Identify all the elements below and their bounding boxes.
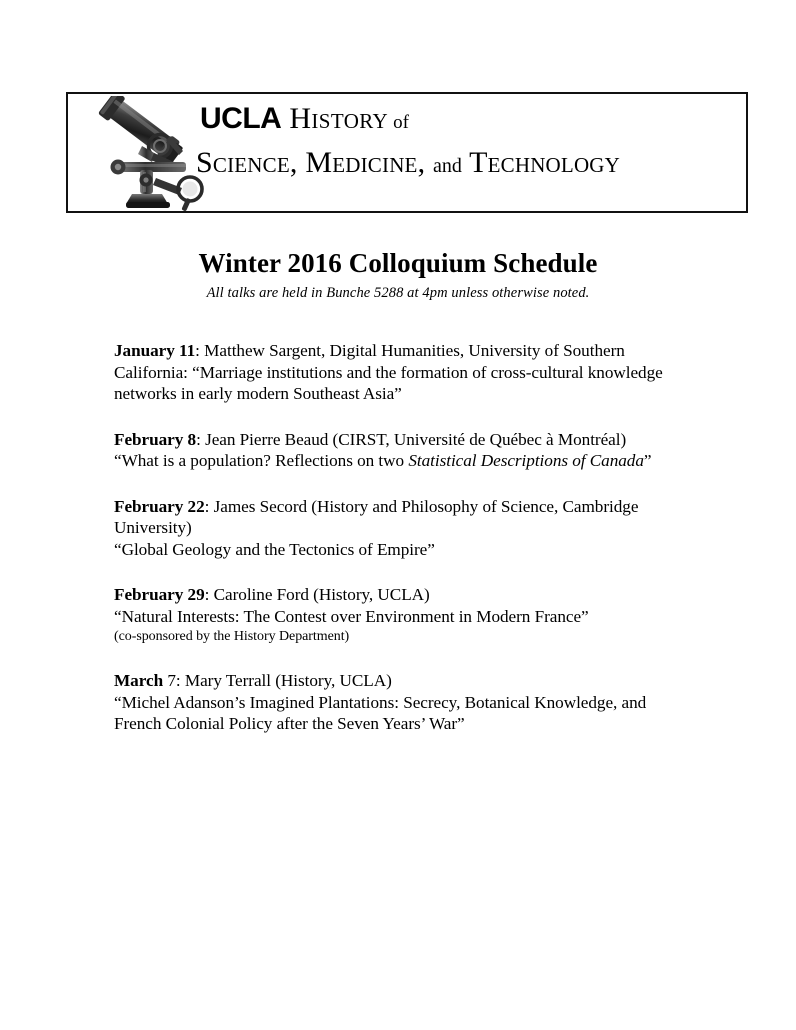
title-block: [0, 249, 796, 302]
entry-talk-title: “Michel Adanson’s Imagined Plantations: Secrecy, Botanical Knowledge, and French Colonial Policy after the Seven Years’ War”: [114, 692, 647, 733]
wordmark-line-2: [196, 148, 740, 178]
entry-speaker: [114, 496, 694, 539]
entry-separator: :: [204, 585, 214, 604]
talk-title-suffix: ”: [643, 451, 652, 470]
wordmark-science: Science,: [196, 146, 298, 179]
wordmark-history: History: [289, 102, 389, 135]
entry-date: February 29: [114, 585, 205, 604]
entry-text: Caroline Ford (History, UCLA): [213, 585, 430, 604]
schedule-entry: [114, 496, 694, 561]
talk-title-prefix: “What is a population? Reflections on two: [114, 451, 409, 470]
wordmark-ucla: UCLA: [200, 102, 282, 135]
entry-speaker: [114, 670, 694, 692]
entry-separator: :: [204, 496, 214, 516]
page-title: Winter 2016 Colloquium Schedule: [198, 248, 598, 278]
talk-title-italic: Statistical Descriptions of Canada: [408, 451, 644, 470]
entry-separator: :: [196, 429, 206, 449]
wordmark-and: and: [433, 155, 462, 177]
antique-microscope-icon: [82, 96, 212, 213]
wordmark-line-1: [196, 104, 740, 134]
entry-talk-title: [114, 450, 694, 472]
schedule-entry: [114, 340, 694, 405]
entry-date: February 22: [114, 496, 205, 516]
wordmark: [196, 104, 740, 178]
schedule-list: [114, 340, 694, 735]
wordmark-technology: Technology: [469, 146, 621, 179]
entry-text: Matthew Sargent, Digital Humanities, University of Southern California: “Marriage institutions and the formation of cross-cultural knowledge networks in early modern Southeast Asia”: [114, 341, 663, 403]
schedule-entry: [114, 429, 694, 472]
entry-talk-title: “Natural Interests: The Contest over Environment in Modern France”: [114, 606, 589, 626]
wordmark-of: of: [393, 112, 409, 133]
entry-text: James Secord (History and Philosophy of Science, Cambridge University): [114, 496, 639, 537]
wordmark-medicine: Medicine,: [305, 146, 426, 179]
page-subtitle: All talks are held in Bunche 5288 at 4pm unless otherwise noted.: [206, 285, 590, 302]
entry-speaker: [114, 429, 694, 451]
entry-separator: :: [195, 341, 205, 360]
entry-note: (co-sponsored by the History Department): [114, 629, 350, 644]
entry-date: February 8: [114, 429, 197, 449]
entry-date: March: [114, 671, 164, 690]
entry-speaker: [114, 584, 694, 606]
entry-text: Mary Terrall (History, UCLA): [184, 671, 392, 690]
entry-separator: 7:: [163, 671, 185, 690]
schedule-entry: [114, 584, 694, 646]
entry-text: Jean Pierre Beaud (CIRST, Université de Québec à Montréal): [205, 429, 627, 449]
entry-date: January 11: [114, 341, 196, 360]
entry-body: [114, 340, 694, 405]
entry-talk-title: “Global Geology and the Tectonics of Empire”: [114, 539, 435, 559]
letterhead-banner: [66, 92, 748, 213]
schedule-entry: [114, 670, 694, 735]
